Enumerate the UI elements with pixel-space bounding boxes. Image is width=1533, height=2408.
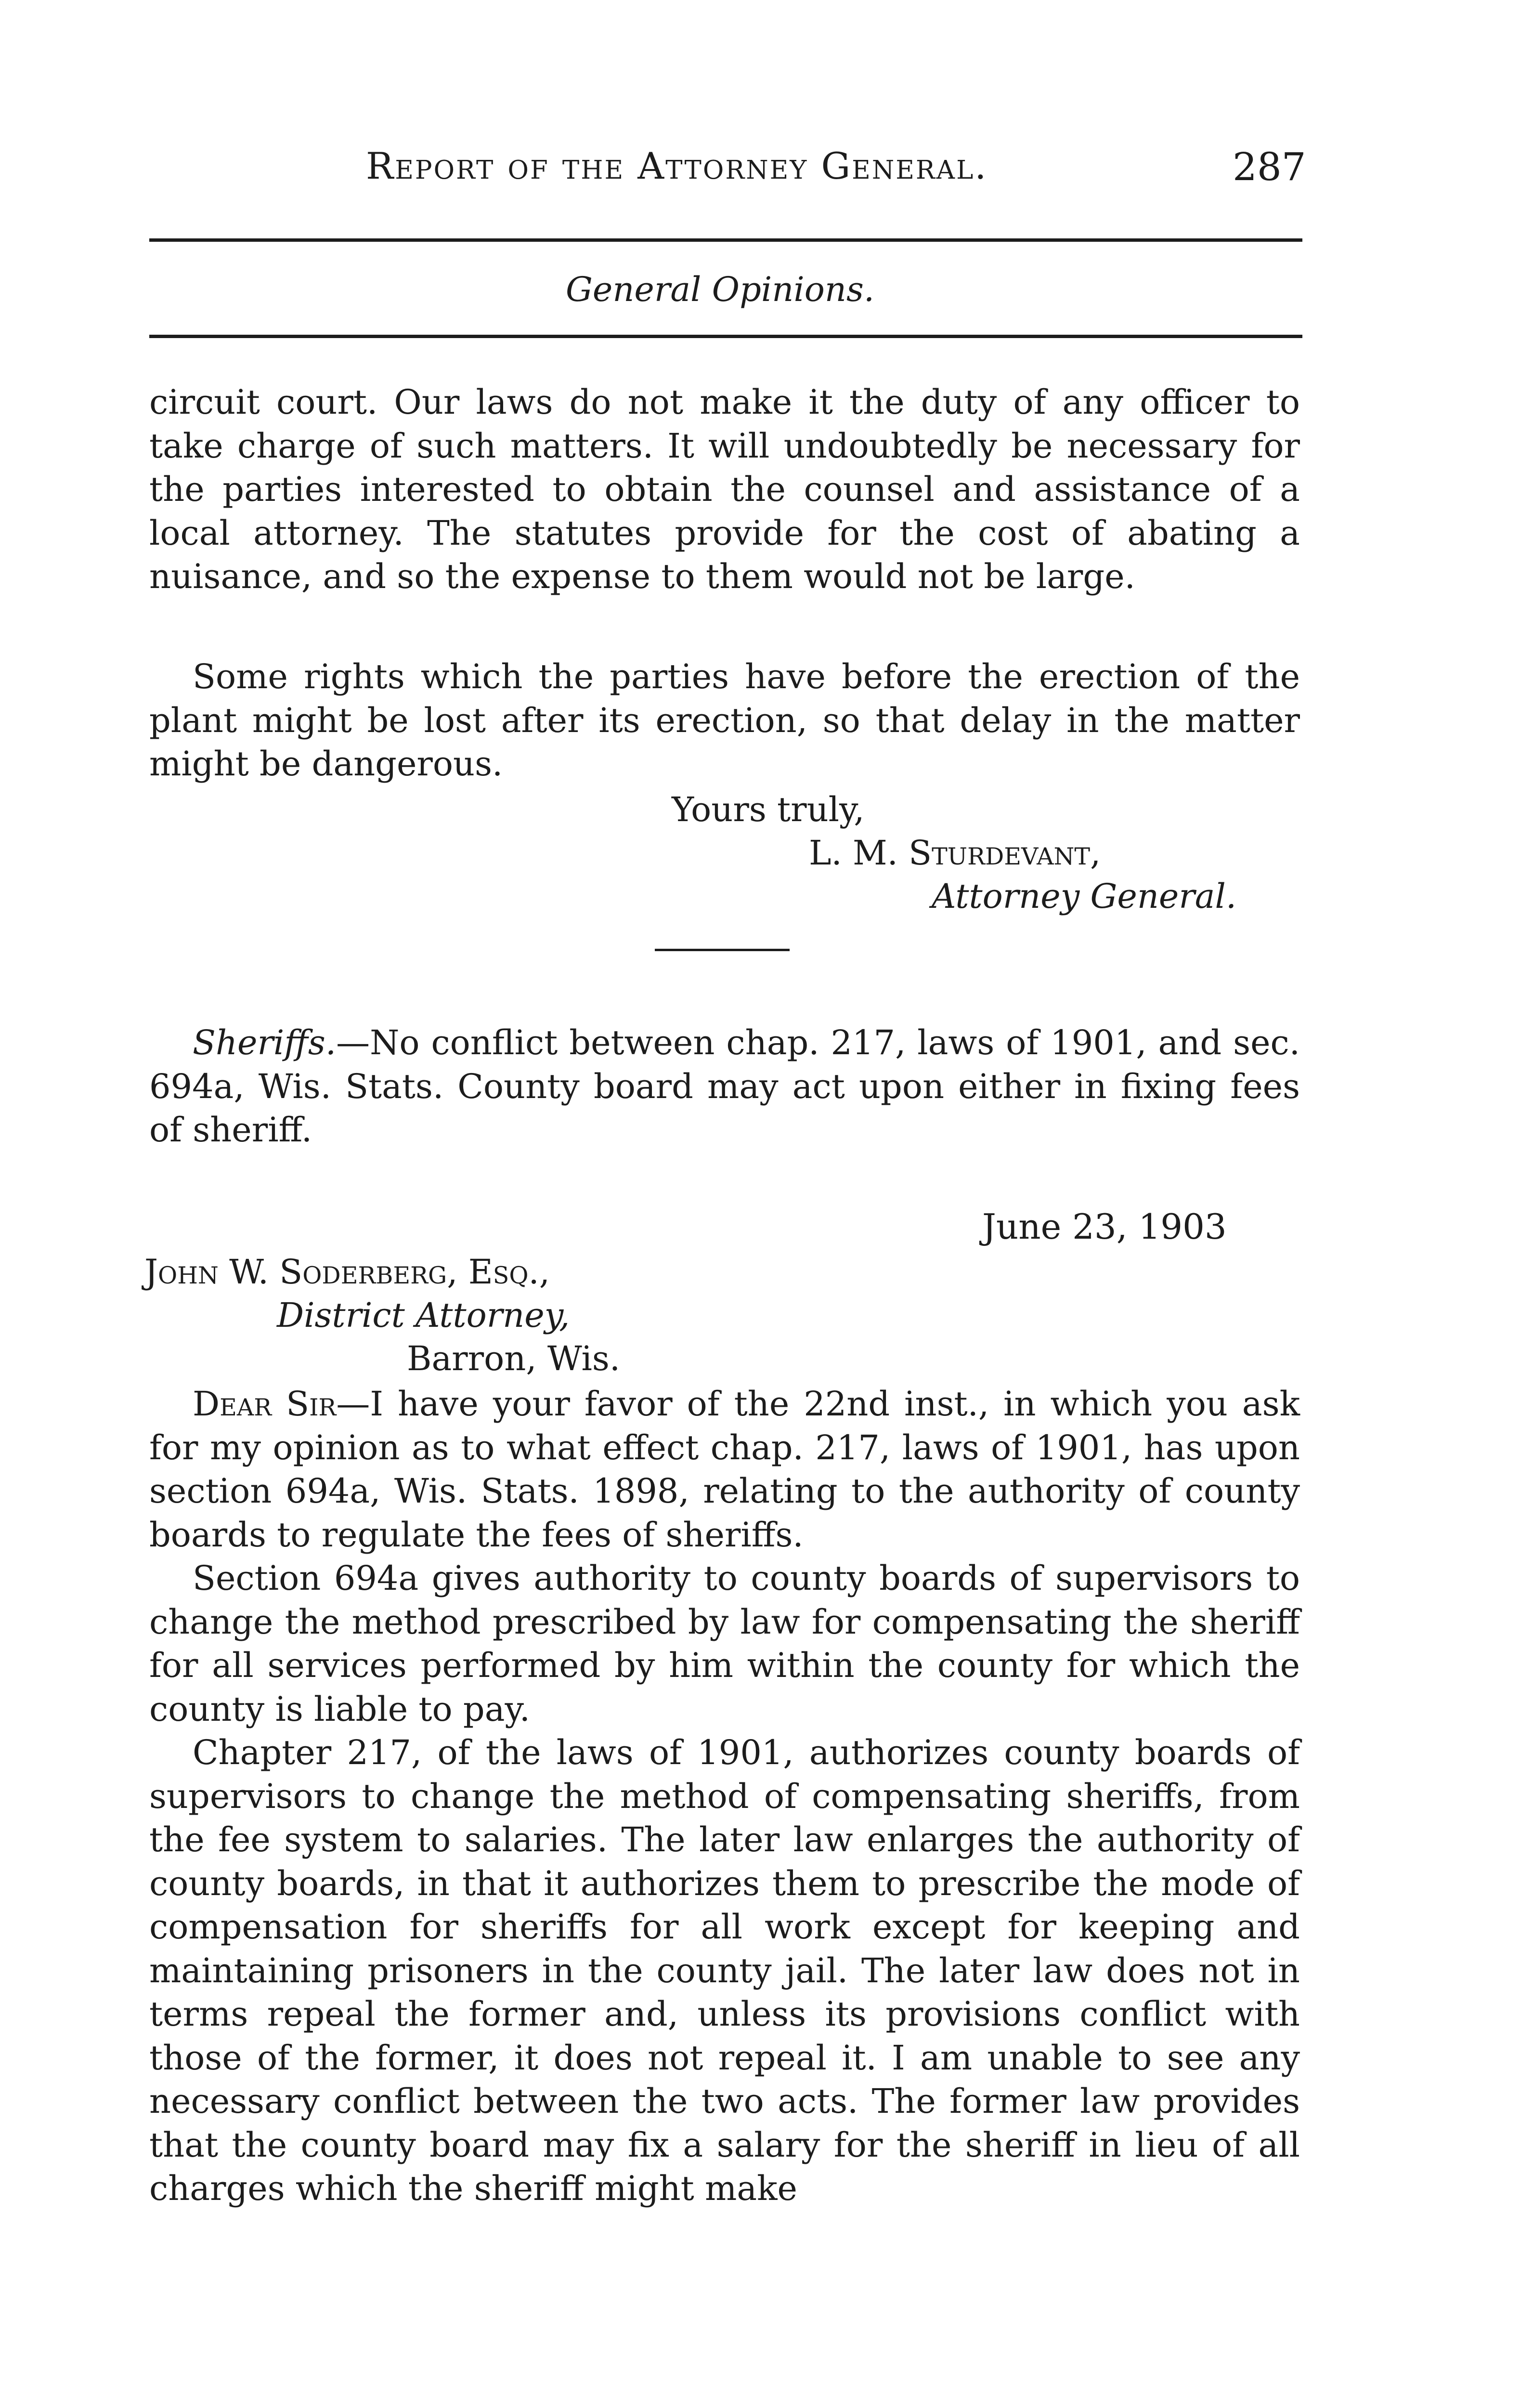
continued-paragraph: circuit court. Our laws do not make it the duty of any officer to take charge of such matters. It will undoubtedly be necessary for the parties interested to obtain the counsel and assistance of a local attorney. The statutes provide for the cost of abating a nuisance, and so the expense to them would not be large. (149, 382, 1300, 596)
signature-name: L. M. Sturdevant, (809, 833, 1101, 873)
addressee-name: John W. Soderberg, Esq., (144, 1252, 550, 1292)
letter-body (149, 1382, 1300, 2211)
letter-date: June 23, 1903 (982, 1206, 1227, 1247)
opinion-syllabus (149, 1021, 1300, 1152)
letter-paragraph-1-text: —I have your favor of the 22nd inst., in which you ask for my opinion as to what effect chap. 217, laws of 1901, has upon section 694a, Wis. Stats. 1898, relating to the authority of county boards to regulate the fees of sheriffs. (149, 1384, 1300, 1555)
syllabus-topic: Sheriffs. (193, 1023, 337, 1062)
closing-paragraph: Some rights which the parties have before the erection of the plant might be lost after its erection, so that delay in the matter might be dangerous. (149, 657, 1300, 784)
page-number: 287 (1233, 144, 1306, 189)
section-subheader: General Opinions. (566, 270, 875, 309)
section-divider (655, 949, 790, 951)
running-header-title: Report of the Attorney General. (366, 144, 988, 187)
signature-title: Attorney General. (932, 877, 1237, 916)
header-rule-bottom (149, 335, 1302, 338)
addressee-office: District Attorney, (277, 1296, 570, 1335)
letter-paragraph-3: Chapter 217, of the laws of 1901, authorizes county boards of supervisors to change the method of compensating sheriffs, from the fee system to salaries. The later law enlarges the authority of county boards, in that it authorizes them to prescribe the mode of compensation for sheriffs for all work except for keeping and maintaining prisoners in the county jail. The later law does not in terms repeal the former and, unless its provisions conflict with those of the former, it does not repeal it. I am unable to see any necessary conflict between the two acts. The former law provides that the county board may fix a salary for the sheriff in lieu of all charges which the sheriff might make (149, 1733, 1300, 2208)
letter-paragraph-1 (149, 1382, 1300, 1557)
salutation: Dear Sir (193, 1384, 337, 1424)
addressee-place: Barron, Wis. (407, 1339, 621, 1378)
header-rule-top (149, 238, 1302, 242)
letter-paragraph-2: Section 694a gives authority to county boards of supervisors to change the method prescribed by law for compensating the sheriff for all services performed by him within the county for which the county is liable to pay. (149, 1558, 1300, 1729)
syllabus-text: —No conflict between chap. 217, laws of 1901, and sec. 694a, Wis. Stats. County board may act upon either in fixing fees of sheriff. (149, 1023, 1300, 1150)
complimentary-closing: Yours truly, (672, 790, 865, 829)
